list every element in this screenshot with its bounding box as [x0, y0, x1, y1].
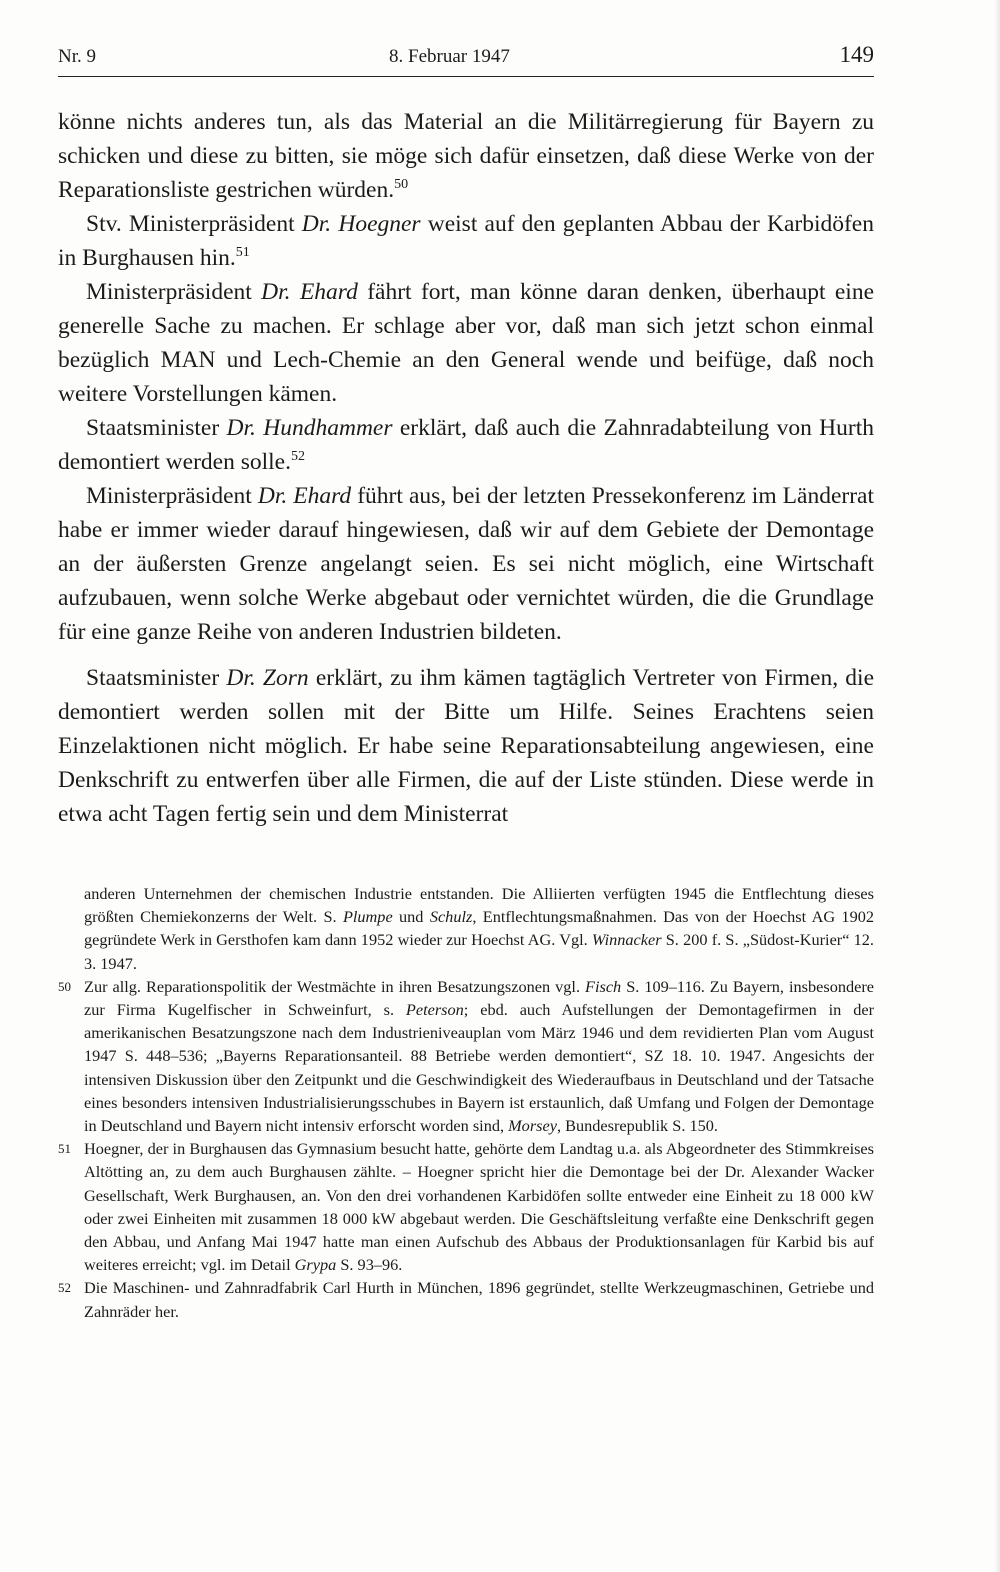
paragraph-5-text: führt aus, bei der letzten Pressekonferenz im Länderrat habe er immer wieder darauf hingewiesen, daß wir auf dem Gebiete der Demontage an der äußersten Grenze angelangt seien. Es sei nicht möglich, eine Wirtschaft aufzubauen, wenn solche Werke abgebaut oder vernichtet würden, die die Grundlage für eine ganze Reihe von anderen Industrien bildeten. [58, 483, 874, 645]
paragraph-5-pre: Ministerpräsident [86, 483, 258, 509]
footnote-50-text-d: , Bundesrepublik S. 150. [556, 1116, 718, 1136]
paragraph-4-text: erklärt, daß auch die Zahnradabteilung von Hurth demontiert werden solle. [58, 415, 875, 475]
footnote-50-text-b: S. 109–116. Zu Bayern, insbesondere zur Firma Kugelfischer in Schweinfurt, s. [84, 976, 874, 1020]
paragraph-2 [58, 207, 874, 275]
paragraph-4 [58, 411, 874, 479]
running-header [58, 40, 874, 77]
paragraph-6-pre: Staatsminister [86, 665, 227, 691]
footnote-cont-author-plumpe: Plumpe [342, 907, 393, 927]
footnote-51-text-a: Hoegner, der in Burghausen das Gymnasium besucht hatte, gehörte dem Landtag u.a. als Abgeordneter des Stimmkreises Altötting an, zu dem auch Burghausen zählte. – Hoegner spricht hier die Demontage bei der Dr. Alexander Wacker Gesellschaft, Werk Burghausen, an. Von den drei vorhandenen Karbidöfen sollte entweder eine Einheit zu 18 000 kW oder zwei Einheiten mit zusammen 18 000 kW abgebaut werden. Die Geschäftsleitung verfaßte eine Denkschrift gegen den Abbau, und Anfang Mai 1947 hatte man einen Aufschub des Abbaus der Produktionsanlagen für Karbid bis auf weiteres erreicht; vgl. im Detail [84, 1139, 874, 1275]
paragraph-3-text: fährt fort, man könne daran denken, überhaupt eine generelle Sache zu machen. Er schlage aber vor, daß man sich jetzt schon einmal bezüglich MAN und Lech-Chemie an den General wende und beifüge, daß noch weitere Vorstellungen kämen. [58, 279, 874, 407]
main-text [58, 105, 874, 831]
footnote-51-text-b: S. 93–96. [336, 1255, 403, 1275]
paragraph-1-text: könne nichts anderes tun, als das Material an die Militärregierung für Bayern zu schicken und diese zu bitten, sie möge sich dafür einsetzen, daß diese Werke von der Reparationsliste gestrichen würden. [58, 109, 874, 203]
paragraph-3 [58, 275, 874, 411]
footnote-50-author-morsey: Morsey [508, 1116, 557, 1136]
page-edge-shadow [994, 0, 1000, 1572]
footnote-number-51: 51 [58, 1141, 71, 1157]
footnote-50 [58, 975, 874, 1137]
footnote-cont-text-a: anderen Unternehmen der chemischen Industrie entstanden. Die Alliierten verfügten 1945 die Entflechtung dieses größten Chemiekonzerns der Welt. S. [84, 884, 874, 927]
paragraph-3-pre: Ministerpräsident [86, 279, 262, 305]
footnote-50-author-peterson: Peterson [405, 1000, 464, 1020]
speaker-name-ehard-2: Dr. Ehard [257, 483, 352, 509]
footnote-cont-author-winnacker: Winnacker [591, 930, 662, 950]
speaker-name-ehard: Dr. Ehard [261, 279, 358, 305]
paragraph-4-pre: Staatsminister [86, 415, 227, 441]
footnote-cont-text-mid: und [392, 907, 430, 927]
paragraph-1 [58, 105, 874, 207]
footnote-continuation [58, 882, 874, 975]
footnote-number-50: 50 [58, 978, 71, 994]
paragraph-2-text: weist auf den geplanten Abbau der Karbidöfen in Burghausen hin. [58, 211, 874, 271]
issue-number: Nr. 9 [58, 46, 96, 67]
footnote-52 [58, 1276, 874, 1322]
speaker-name-hundhammer: Dr. Hundhammer [226, 415, 393, 441]
footnote-ref-51: 51 [235, 245, 250, 261]
footnote-cont-text-b: , Entflechtungsmaßnahmen. Das von der Hoechst AG 1902 gegründete Werk in Gersthofen kam dann 1952 wieder zur Hoechst AG. Vgl. [84, 907, 874, 950]
speaker-name-hoegner: Dr. Hoegner [301, 211, 421, 237]
speaker-name-zorn: Dr. Zorn [226, 665, 309, 691]
footnote-52-text: Die Maschinen- und Zahnradfabrik Carl Hurth in München, 1896 gegründet, stellte Werkzeugmaschinen, Getriebe und Zahnräder her. [84, 1278, 874, 1321]
paragraph-5 [58, 479, 874, 649]
footnote-ref-52: 52 [290, 449, 305, 465]
paragraph-2-pre: Stv. Ministerpräsident [86, 211, 302, 237]
page-number: 149 [839, 42, 874, 67]
footnote-50-text-a: Zur allg. Reparationspolitik der Westmächte in ihren Besatzungszonen vgl. [84, 976, 586, 996]
footnote-number-52: 52 [58, 1280, 71, 1296]
footnote-ref-50: 50 [394, 177, 409, 193]
footnote-51-author-grypa: Grypa [294, 1255, 337, 1275]
footnote-50-text-c: ; ebd. auch Aufstellungen der Demontagefirmen in der amerikanischen Besatzungszone nach dem Industrieniveauplan vom März 1946 und dem revidierten Plan vom August 1947 S. 448–536; „Bayerns Reparationsanteil. 88 Betriebe werden demontiert“, SZ 18. 10. 1947. Angesichts der intensiven Diskussion über den Zeitpunkt und die Geschwindigkeit des Wiederaufbaus in Deutschland und der Tatsache eines besonders intensiven Industrialisierungsschubes in Bayern ist erstaunlich, daß Umfang und Folgen der Demontage in Deutschland und Bayern nicht intensiv erforscht worden sind, [84, 1000, 875, 1136]
footnote-cont-text-c: S. 200 f. S. „Südost-Kurier“ 12. 3. 1947. [84, 930, 874, 973]
footnotes [58, 882, 874, 1323]
footnote-50-author-fisch: Fisch [585, 976, 622, 996]
footnote-cont-author-schulz: Schulz [429, 907, 473, 927]
session-date: 8. Februar 1947 [389, 46, 510, 67]
paragraph-6 [58, 661, 874, 831]
paragraph-6-text: erklärt, zu ihm kämen tagtäglich Vertreter von Firmen, die demontiert werden sollen mit der Bitte um Hilfe. Seines Erachtens seien Einzelaktionen nicht möglich. Er habe seine Reparationsabteilung angewiesen, eine Denkschrift zu entwerfen über alle Firmen, die auf der Liste stünden. Diese werde in etwa acht Tagen fertig sein und dem Ministerrat [58, 665, 875, 827]
footnote-51 [58, 1137, 874, 1276]
